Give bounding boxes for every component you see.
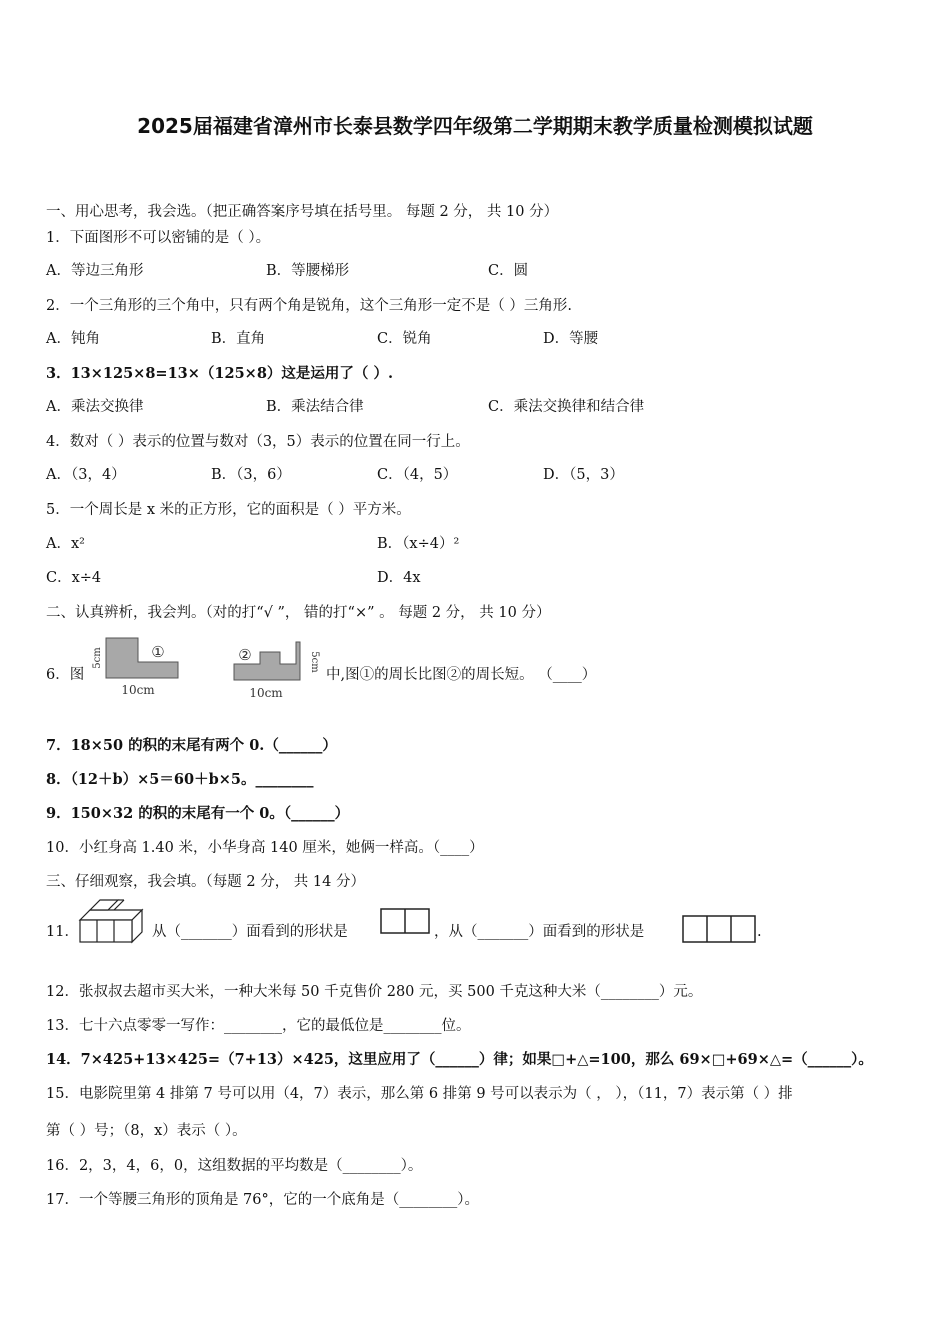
q11-part1: 从（_______）面看到的形状是 — [152, 924, 348, 940]
q2-option-a: A．钝角 — [46, 331, 100, 347]
q2-option-b: B．直角 — [211, 331, 266, 347]
question-15-line-2: 第（ ）号；（8，x）表示（ ）。 — [46, 1123, 247, 1139]
q3-option-b: B．乘法结合律 — [266, 399, 364, 415]
q4-option-d: D．（5，3） — [543, 467, 624, 483]
section-1-heading: 一、用心思考，我会选。（把正确答案序号填在括号里。 每题 2 分， 共 10 分） — [46, 204, 559, 220]
q1-option-c: C．圆 — [488, 263, 529, 279]
section-2-heading: 二、认真辨析，我会判。（对的打“√ ”， 错的打“×” 。 每题 2 分， 共 10 分） — [46, 605, 551, 621]
question-3: 3．13×125×8=13×（125×8）这是运用了（ ）. — [46, 365, 394, 382]
q6-fig1-side-label: 5cm — [92, 647, 103, 669]
question-17: 17．一个等腰三角形的顶角是 76°，它的一个底角是（________）。 — [46, 1192, 480, 1208]
q11-shape-2 — [682, 915, 756, 943]
question-4: 4．数对（ ）表示的位置与数对（3，5）表示的位置在同一行上。 — [46, 434, 470, 450]
q2-option-d: D．等腰 — [543, 331, 599, 347]
question-9: 9．150×32 的积的末尾有一个 0。（______） — [46, 805, 350, 822]
q6-fig2-mark: ② — [238, 646, 252, 664]
q6-figure-1 — [88, 636, 184, 702]
q11-part2: ，从（_______）面看到的形状是 — [434, 924, 645, 940]
question-10: 10．小红身高 1.40 米，小华身高 140 厘米，她俩一样高。（____） — [46, 840, 484, 856]
question-1: 1．下面图形不可以密铺的是（ ）。 — [46, 230, 271, 246]
q1-option-a: A．等边三角形 — [46, 263, 144, 279]
q4-option-a: A．（3，4） — [46, 467, 126, 483]
q4-option-b: B．（3，6） — [211, 467, 291, 483]
q6-prefix: 6．图 — [46, 667, 85, 683]
question-7: 7．18×50 的积的末尾有两个 0.（______） — [46, 737, 337, 754]
question-8: 8．（12＋b）×5＝60＋b×5。________ — [46, 771, 314, 788]
question-13: 13．七十六点零零一写作：________，它的最低位是________位。 — [46, 1018, 471, 1034]
question-5: 5．一个周长是 x 米的正方形，它的面积是（ ）平方米。 — [46, 502, 411, 518]
q5-option-d: D．4x — [377, 570, 421, 586]
question-12: 12．张叔叔去超市买大米，一种大米每 50 千克售价 280 元，买 500 千克这种大米（________）元。 — [46, 984, 703, 1000]
q5-option-b: B．（x÷4）² — [377, 536, 460, 552]
q11-shape-1 — [380, 908, 430, 934]
section-3-heading: 三、仔细观察，我会填。（每题 2 分， 共 14 分） — [46, 874, 365, 890]
page-title: 2025届福建省漳州市长泰县数学四年级第二学期期末教学质量检测模拟试题 — [137, 114, 813, 138]
q3-option-a: A．乘法交换律 — [46, 399, 144, 415]
q6-fig1-bottom-label: 10cm — [121, 683, 155, 697]
question-15-line-1: 15．电影院里第 4 排第 7 号可以用（4，7）表示，那么第 6 排第 9 号可以表示为（ ， ），（11，7）表示第（ ）排 — [46, 1086, 793, 1102]
question-14: 14．7×425+13×425=（7+13）×425，这里应用了（______）律；如果□+△=100，那么 69×□+69×△=（______）。 — [46, 1051, 873, 1068]
q2-option-c: C．锐角 — [377, 331, 432, 347]
q1-option-b: B．等腰梯形 — [266, 263, 350, 279]
q11-end: . — [757, 924, 762, 940]
q6-figure-2 — [228, 640, 324, 702]
q6-fig2-bottom-label: 10cm — [249, 686, 283, 700]
q6-suffix: 中,图①的周长比图②的周长短。 （____） — [326, 667, 597, 683]
q6-fig1-mark: ① — [151, 643, 165, 661]
q11-prefix: 11． — [46, 924, 79, 940]
q5-option-a: A．x² — [46, 536, 85, 552]
q6-fig2-side-label: 5cm — [309, 651, 320, 673]
q3-option-c: C．乘法交换律和结合律 — [488, 399, 645, 415]
question-2: 2．一个三角形的三个角中，只有两个角是锐角，这个三角形一定不是（ ）三角形. — [46, 298, 572, 314]
question-16: 16．2，3，4，6，0，这组数据的平均数是（________）。 — [46, 1158, 423, 1174]
q4-option-c: C．（4，5） — [377, 467, 458, 483]
q5-option-c: C．x÷4 — [46, 570, 102, 586]
q11-cube-figure — [76, 898, 152, 944]
